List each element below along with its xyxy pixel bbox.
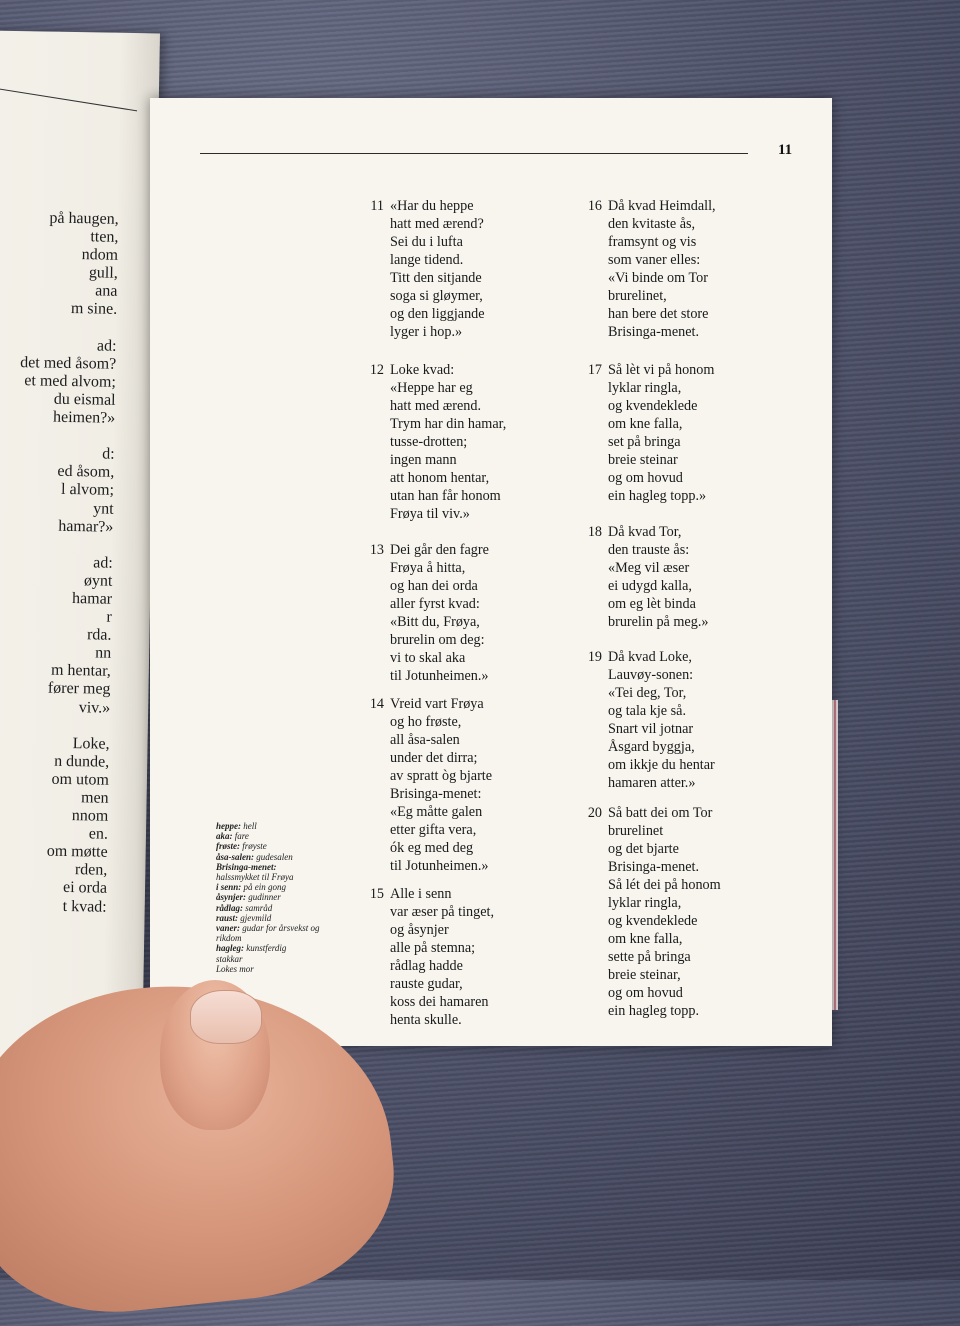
left-page-line: men xyxy=(80,789,109,807)
left-page xyxy=(0,30,160,1093)
stanza-number: 17 xyxy=(587,362,602,378)
left-page-line: en. xyxy=(88,825,109,843)
left-page-line: ad: xyxy=(96,337,117,355)
verse-line: til Jotunheimen.» xyxy=(390,668,489,684)
stanza-15 xyxy=(369,885,495,1029)
verse-line: og om hovud xyxy=(608,470,683,486)
verse-line: brurelin på meg.» xyxy=(608,614,709,630)
verse-line: Så batt dei om Tor xyxy=(608,805,713,821)
verse-line: soga si gløymer, xyxy=(390,288,483,304)
left-page-line: ynt xyxy=(93,499,114,518)
verse-line: framsynt og vis xyxy=(608,234,697,250)
verse-line: Dei går den fagre xyxy=(390,542,489,558)
verse-line: var æser på tinget, xyxy=(390,904,495,920)
verse-line: «Meg vil æser xyxy=(608,560,690,576)
glossary-entry xyxy=(216,841,320,851)
verse-line: som vaner elles: xyxy=(608,252,701,268)
glossary-definition: gudar for årsvekst og xyxy=(240,923,320,934)
left-page-line: r xyxy=(106,608,112,626)
verse-line: Brisinga-menet. xyxy=(608,859,700,875)
verse-line: lyklar ringla, xyxy=(608,895,682,911)
stanza-number: 14 xyxy=(369,696,384,712)
glossary-entry xyxy=(216,933,320,943)
verse-line: Frøya å hitta, xyxy=(390,560,466,576)
glossary-entry xyxy=(216,913,320,923)
left-page-line: på haugen, xyxy=(49,209,119,228)
stanza-number: 15 xyxy=(369,886,384,902)
stanza-number: 13 xyxy=(369,542,384,558)
verse-line: Vreid vart Frøya xyxy=(390,696,484,712)
stanza-13 xyxy=(369,541,489,685)
verse-line: utan han får honom xyxy=(390,488,501,504)
left-page-line xyxy=(0,715,110,735)
verse-line: brurelinet xyxy=(608,823,664,839)
verse-line: ein hagleg topp. xyxy=(608,1003,700,1019)
verse-line: Så lét dei på honom xyxy=(608,877,721,893)
glossary-definition: halssmykket til Frøya xyxy=(216,872,294,883)
stanza-number: 12 xyxy=(369,362,384,378)
verse-line: lyger i hop.» xyxy=(390,324,463,340)
verse-line: om kne falla, xyxy=(608,416,683,432)
stanza-19 xyxy=(587,648,715,792)
left-page-line: d: xyxy=(102,445,115,463)
stanza-17 xyxy=(587,361,715,505)
left-page-line: tten, xyxy=(90,228,119,246)
verse-line: Titt den sitjande xyxy=(390,270,482,286)
verse-line: og den liggjande xyxy=(390,306,485,322)
glossary-term: hagleg: xyxy=(216,943,244,954)
verse-line: Lauvøy-sonen: xyxy=(608,667,694,683)
left-page-line: det med åsom? xyxy=(20,353,117,373)
stanza-11 xyxy=(370,197,485,341)
verse-line: Då kvad Loke, xyxy=(608,649,692,665)
left-page-line: hamar?» xyxy=(58,517,114,536)
stanza-16 xyxy=(587,197,716,341)
left-page-line: om møtte xyxy=(46,842,108,861)
header-rule xyxy=(200,153,748,154)
glossary-term: Brisinga-menet: xyxy=(216,861,277,872)
left-page-line: rda. xyxy=(86,626,112,644)
verse-line: brurelinet, xyxy=(608,288,667,304)
right-page xyxy=(150,98,832,1046)
verse-line: Loke kvad: xyxy=(390,362,455,378)
verse-line: tusse-drotten; xyxy=(390,434,468,450)
verse-line: Frøya til viv.» xyxy=(390,506,470,522)
left-page-line: l alvom; xyxy=(60,481,115,500)
glossary-definition: hell xyxy=(241,821,257,831)
glossary-definition: samråd xyxy=(243,902,273,913)
left-page-line: gull, xyxy=(88,264,118,283)
glossary-entry xyxy=(216,862,320,872)
verse-line: av spratt òg bjarte xyxy=(390,768,493,784)
verse-line: hatt med ærend. xyxy=(390,398,482,414)
glossary-entry xyxy=(216,954,320,964)
glossary-term: åsa-salen: xyxy=(216,851,254,862)
glossary-definition: fare xyxy=(232,831,249,842)
stanza-number: 16 xyxy=(587,198,602,214)
verse-line: Trym har din hamar, xyxy=(390,416,507,432)
verse-line: ein hagleg topp.» xyxy=(608,488,707,504)
glossary-entry xyxy=(216,852,320,862)
stanza-12 xyxy=(369,361,507,523)
glossary-definition: gudinner xyxy=(246,892,281,903)
verse-line: og åsynjer xyxy=(390,922,449,938)
verse-line: og kvendeklede xyxy=(608,913,698,929)
stanza-14 xyxy=(369,695,493,875)
verse-line: og det bjarte xyxy=(608,841,679,857)
left-page-line: heimen?» xyxy=(52,408,116,427)
verse-line: om ikkje du hentar xyxy=(608,757,715,773)
left-page-line: ndom xyxy=(81,246,119,264)
glossary-definition: rikdom xyxy=(216,933,242,944)
verse-line: alle på stemna; xyxy=(390,940,476,956)
verse-line: Åsgard byggja, xyxy=(608,739,695,755)
verse-line: og han dei orda xyxy=(390,578,478,594)
glossary-entry xyxy=(216,923,320,933)
glossary-definition: på ein gong xyxy=(241,882,287,893)
verse-line: breie steinar xyxy=(608,452,678,468)
verse-line: brurelin om deg: xyxy=(390,632,485,648)
glossary-term: raust: xyxy=(216,912,239,923)
left-page-line: m hentar, xyxy=(50,662,111,681)
stanza-number: 20 xyxy=(587,805,602,821)
glossary-term: heppe: xyxy=(216,821,241,831)
verse-line: og ho frøste, xyxy=(390,714,462,730)
verse-line: «Tei deg, Tor, xyxy=(608,685,687,701)
verse-line: hamaren atter.» xyxy=(608,775,696,791)
verse-line: om kne falla, xyxy=(608,931,683,947)
glossary-entry xyxy=(216,831,320,841)
glossary-entry xyxy=(216,872,320,882)
glossary xyxy=(216,821,320,974)
verse-line: aller fyrst kvad: xyxy=(390,596,480,612)
verse-line: Sei du i lufta xyxy=(390,234,463,250)
verse-line: «Har du heppe xyxy=(390,198,474,214)
verse-line: Alle i senn xyxy=(390,886,452,902)
glossary-definition: gjevmild xyxy=(238,912,272,923)
left-page-line: t kvad: xyxy=(62,897,107,916)
verse-line: sette på bringa xyxy=(608,949,691,965)
left-page-line: øynt xyxy=(83,572,113,590)
glossary-term: aka: xyxy=(216,831,233,842)
verse-line: henta skulle. xyxy=(390,1012,462,1028)
verse-line: «Eg måtte galen xyxy=(390,804,483,820)
glossary-entry xyxy=(216,892,320,902)
verse-line: den trauste ås: xyxy=(608,542,690,558)
verse-line: Då kvad Tor, xyxy=(608,524,682,540)
stanza-number: 19 xyxy=(587,649,602,665)
left-page-line: nn xyxy=(94,644,112,662)
left-page-line: Loke, xyxy=(72,734,110,753)
verse-line: koss dei hamaren xyxy=(390,994,489,1010)
left-page-line: ei orda xyxy=(62,879,108,898)
glossary-term: frøste: xyxy=(216,841,240,852)
left-page-line: et med alvom; xyxy=(24,372,117,391)
left-page-text xyxy=(0,209,119,917)
verse-line: all åsa-salen xyxy=(390,732,460,748)
glossary-entry xyxy=(216,903,320,913)
thumbnail xyxy=(190,990,262,1044)
glossary-entry xyxy=(216,943,320,953)
verse-line: og kvendeklede xyxy=(608,398,698,414)
left-page-line: hamar xyxy=(71,590,113,608)
verse-line: vi to skal aka xyxy=(390,650,466,666)
left-page-line: nnom xyxy=(71,807,109,825)
glossary-definition: gudesalen xyxy=(254,851,293,862)
glossary-entry xyxy=(216,964,320,974)
glossary-term: vaner: xyxy=(216,923,240,934)
verse-line: att honom hentar, xyxy=(390,470,490,486)
glossary-term: åsynjer: xyxy=(216,892,246,903)
left-page-line: n dunde, xyxy=(53,752,110,771)
glossary-definition: Lokes mor xyxy=(216,963,254,974)
verse-line: under det dirra; xyxy=(390,750,478,766)
verse-line: breie steinar, xyxy=(608,967,681,983)
verse-line: Så lèt vi på honom xyxy=(608,362,715,378)
verse-line: ei udygd kalla, xyxy=(608,578,692,594)
verse-line: om eg lèt binda xyxy=(608,596,696,612)
left-page-line: ana xyxy=(95,282,118,301)
left-page-line: viv.» xyxy=(78,698,111,717)
verse-line: han bere det store xyxy=(608,306,709,322)
verse-line: ók eg med deg xyxy=(390,840,474,856)
left-page-line xyxy=(0,534,113,554)
glossary-entry xyxy=(216,882,320,892)
verse-line: «Bitt du, Frøya, xyxy=(390,614,480,630)
verse-line: Snart vil jotnar xyxy=(608,721,694,737)
glossary-definition: stakkar xyxy=(216,953,243,964)
verse-line: rådlag hadde xyxy=(390,958,463,974)
verse-line: etter gifta vera, xyxy=(390,822,477,838)
glossary-term: i senn: xyxy=(216,882,242,893)
verse-line: set på bringa xyxy=(608,434,681,450)
glossary-term: rådlag: xyxy=(216,902,243,913)
verse-line: Brisinga-menet: xyxy=(390,786,482,802)
left-page-line: fører meg xyxy=(47,680,111,699)
left-page-line: m sine. xyxy=(70,300,118,319)
verse-line: og om hovud xyxy=(608,985,683,1001)
left-page-line xyxy=(0,317,117,337)
verse-line: Då kvad Heimdall, xyxy=(608,198,716,214)
verse-line: lyklar ringla, xyxy=(608,380,682,396)
verse-line: hatt med ærend? xyxy=(390,216,484,232)
left-page-line: ed åsom, xyxy=(57,463,115,482)
left-page-line: du eismal xyxy=(53,390,116,409)
glossary-definition: frøyste xyxy=(240,841,267,852)
left-page-line xyxy=(0,426,115,446)
left-page-line: rden, xyxy=(74,861,108,880)
glossary-entry xyxy=(216,821,320,831)
verse-line: Brisinga-menet. xyxy=(608,324,700,340)
stanza-20 xyxy=(587,804,721,1020)
glossary-definition: kunstferdig xyxy=(244,943,287,954)
verse-line: rauste gudar, xyxy=(390,976,463,992)
left-page-rule xyxy=(0,85,137,111)
verse-line: og tala kje så. xyxy=(608,703,687,719)
left-page-line: om utom xyxy=(51,770,110,789)
left-page-line: ad: xyxy=(93,554,113,572)
verse-line: «Heppe har eg xyxy=(390,380,473,396)
verse-line: til Jotunheimen.» xyxy=(390,858,489,874)
stanza-number: 11 xyxy=(370,198,384,214)
verse-line: den kvitaste ås, xyxy=(608,216,696,232)
stanza-18 xyxy=(587,523,709,631)
stanza-number: 18 xyxy=(587,524,602,540)
verse-line: lange tidend. xyxy=(390,252,464,268)
verse-line: ingen mann xyxy=(390,452,457,468)
page-number: 11 xyxy=(778,142,793,158)
verse-line: «Vi binde om Tor xyxy=(608,270,708,286)
